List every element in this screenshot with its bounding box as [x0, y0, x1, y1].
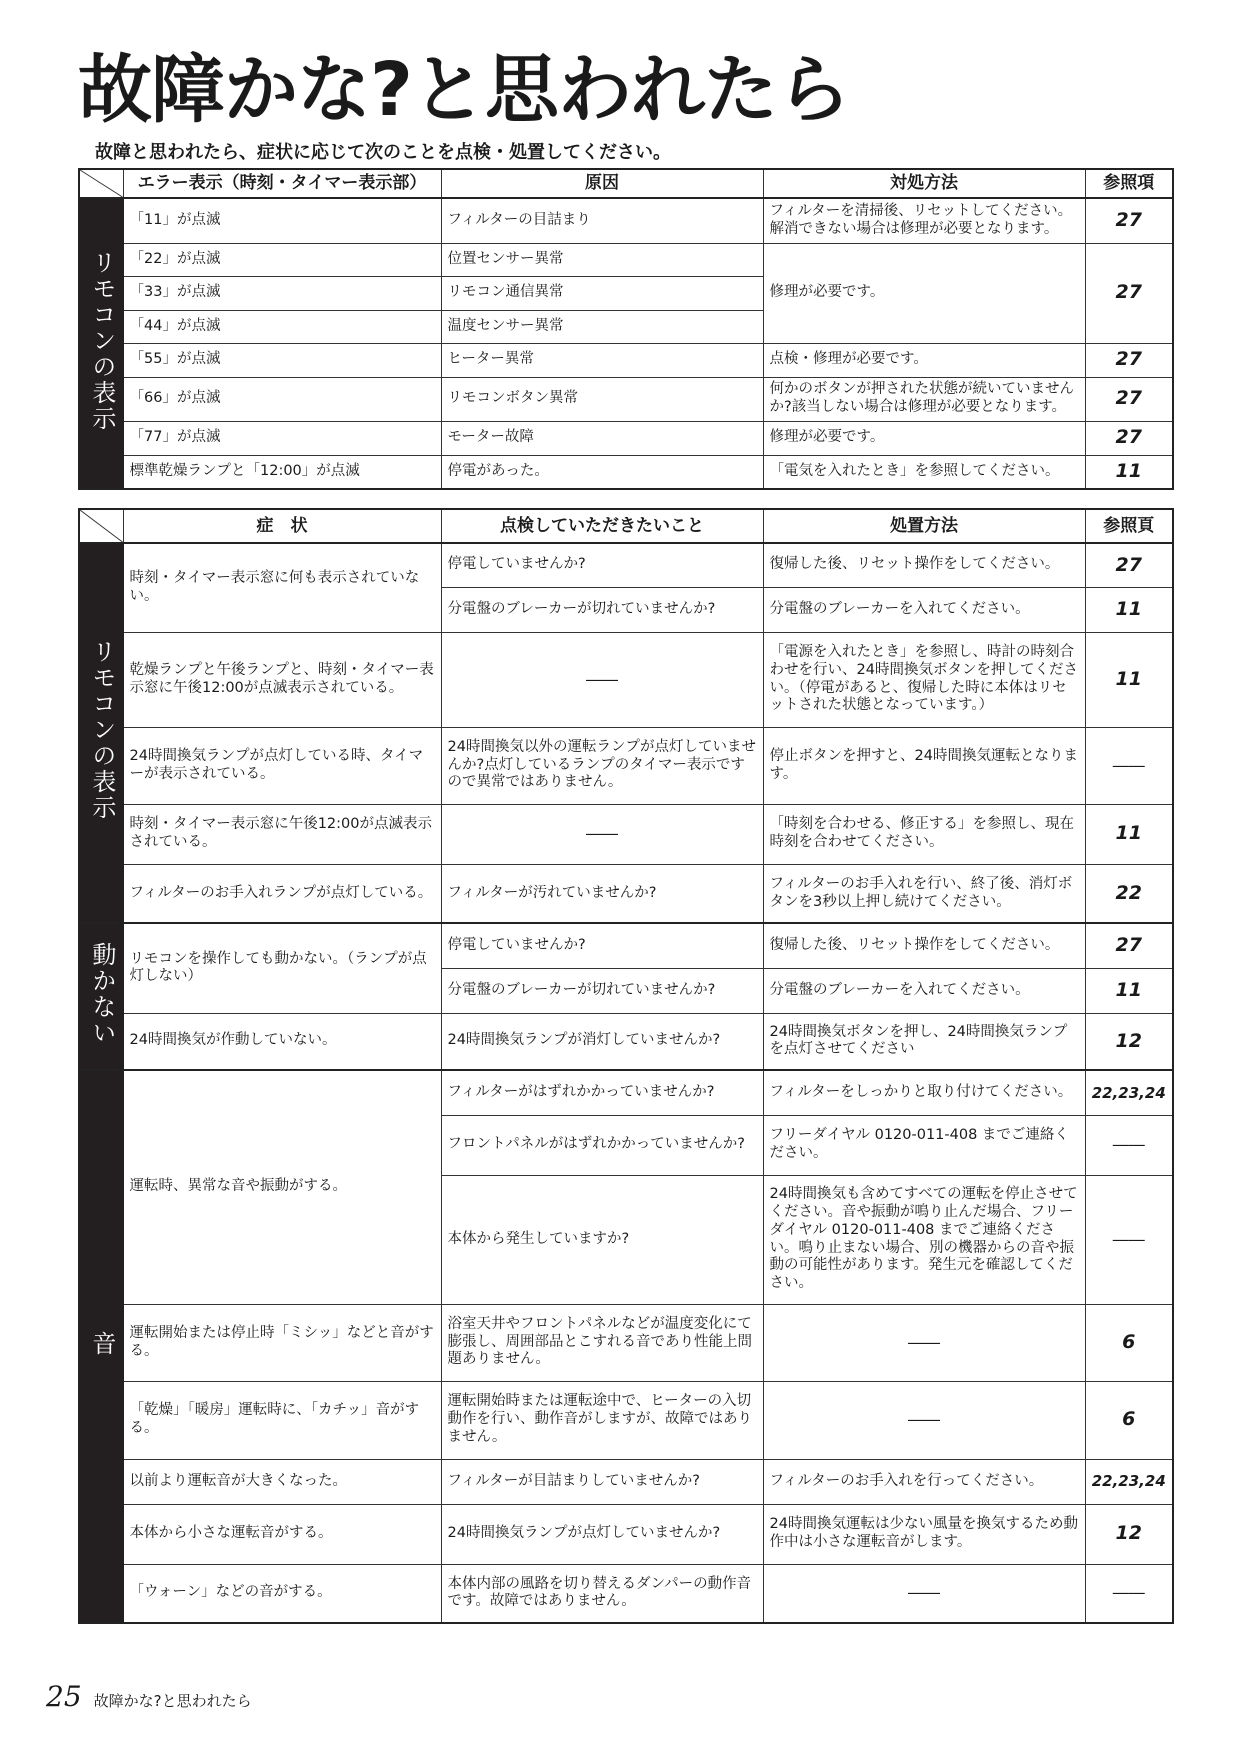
table-row: [79, 1564, 1173, 1623]
error-cell: 「66」が点滅: [123, 377, 441, 421]
table-row: [79, 343, 1173, 377]
page-ref-cell: 11: [1085, 455, 1173, 489]
check-cell: フィルターがはずれかかっていませんか?: [441, 1070, 763, 1115]
error-cell: 「22」が点滅: [123, 243, 441, 276]
table-row: [79, 543, 1173, 587]
table-row: [79, 243, 1173, 276]
symptom-cell: 24時間換気が作動していない。: [123, 1013, 441, 1070]
header-reference: 参照頁: [1085, 509, 1173, 543]
cause-cell: 停電があった。: [441, 455, 763, 489]
cause-cell: ヒーター異常: [441, 343, 763, 377]
error-cell: 「55」が点滅: [123, 343, 441, 377]
check-cell: 本体から発生していますか?: [441, 1175, 763, 1304]
remedy-cell: ――: [763, 1381, 1085, 1459]
remedy-cell: 「電源を入れたとき」を参照し、時計の時刻合わせを行い、24時間換気ボタンを押してください。（停電があると、復帰した時に本体はリセットされた状態となっています。）: [763, 632, 1085, 727]
table-row: [79, 727, 1173, 804]
symptom-cell: 24時間換気ランプが点灯している時、タイマーが表示されている。: [123, 727, 441, 804]
check-cell: フィルターが目詰まりしていませんか?: [441, 1459, 763, 1504]
remedy-cell: フィルターのお手入れを行ってください。: [763, 1459, 1085, 1504]
symptom-cell: 以前より運転音が大きくなった。: [123, 1459, 441, 1504]
table-row: [79, 1459, 1173, 1504]
page-ref-cell: 27: [1085, 543, 1173, 587]
remedy-cell: 「電気を入れたとき」を参照してください。: [763, 455, 1085, 489]
check-cell: 24時間換気ランプが点灯していませんか?: [441, 1504, 763, 1564]
error-cell: 「77」が点滅: [123, 421, 441, 455]
cause-cell: リモコンボタン異常: [441, 377, 763, 421]
page-ref-cell: 11: [1085, 632, 1173, 727]
page-ref-cell: 22,23,24: [1085, 1459, 1173, 1504]
remedy-cell: 24時間換気運転は少ない風量を換気するため動作中は小さな運転音がします。: [763, 1504, 1085, 1564]
header-remedy: 対処方法: [763, 169, 1085, 198]
cause-cell: リモコン通信異常: [441, 276, 763, 310]
remedy-cell: 何かのボタンが押された状態が続いていませんか?該当しない場合は修理が必要となります。: [763, 377, 1085, 421]
check-cell: 分電盤のブレーカーが切れていませんか?: [441, 587, 763, 632]
check-cell: 停電していませんか?: [441, 543, 763, 587]
table-row: [79, 923, 1173, 968]
page-ref-cell: 27: [1085, 198, 1173, 243]
check-cell: ――: [441, 632, 763, 727]
error-cell: 「11」が点滅: [123, 198, 441, 243]
page-ref-cell: 27: [1085, 377, 1173, 421]
remedy-cell: 「時刻を合わせる、修正する」を参照し、現在時刻を合わせてください。: [763, 804, 1085, 864]
footer-label: 故障かな?と思われたら: [93, 1692, 252, 1710]
check-cell: 浴室天井やフロントパネルなどが温度変化にて膨張し、周囲部品とこすれる音であり性能上問題ありません。: [441, 1304, 763, 1381]
page-ref-cell: 11: [1085, 968, 1173, 1013]
remedy-cell: ――: [763, 1564, 1085, 1623]
category-not-working: 動かない: [79, 923, 123, 1070]
table-row: [79, 377, 1173, 421]
header-cause: 原因: [441, 169, 763, 198]
page-ref-cell: 27: [1085, 343, 1173, 377]
check-cell: フロントパネルがはずれかかっていませんか?: [441, 1115, 763, 1175]
remedy-cell: 復帰した後、リセット操作をしてください。: [763, 543, 1085, 587]
header-error-display: エラー表示（時刻・タイマー表示部）: [123, 169, 441, 198]
page-subtitle: 故障と思われたら、症状に応じて次のことを点検・処置してください。: [95, 142, 671, 163]
remedy-cell: フィルターを清掃後、リセットしてください。解消できない場合は修理が必要となります。: [763, 198, 1085, 243]
table-row: [79, 421, 1173, 455]
remedy-cell: 分電盤のブレーカーを入れてください。: [763, 587, 1085, 632]
remedy-cell: 停止ボタンを押すと、24時間換気運転となります。: [763, 727, 1085, 804]
page-ref-cell: 6: [1085, 1304, 1173, 1381]
check-cell: 本体内部の風路を切り替えるダンパーの動作音です。故障ではありません。: [441, 1564, 763, 1623]
remedy-cell: フィルターをしっかりと取り付けてください。: [763, 1070, 1085, 1115]
page-ref-cell: 12: [1085, 1013, 1173, 1070]
symptom-cell: 「乾燥」「暖房」運転時に、「カチッ」音がする。: [123, 1381, 441, 1459]
remedy-cell: 修理が必要です。: [763, 421, 1085, 455]
page-ref-cell: 22,23,24: [1085, 1070, 1173, 1115]
cause-cell: フィルターの目詰まり: [441, 198, 763, 243]
table-row: [79, 804, 1173, 864]
symptom-cell: 本体から小さな運転音がする。: [123, 1504, 441, 1564]
header-check: 点検していただきたいこと: [441, 509, 763, 543]
category-remocon-display: リモコンの表示: [79, 543, 123, 923]
table-row: [79, 1070, 1173, 1115]
table-row: [79, 1504, 1173, 1564]
symptom-cell: 乾燥ランプと午後ランプと、時刻・タイマー表示窓に午後12:00が点滅表示されている。: [123, 632, 441, 727]
page-ref-cell: 22: [1085, 864, 1173, 923]
table-row: [79, 1013, 1173, 1070]
table-corner: [79, 509, 123, 543]
remedy-cell: 修理が必要です。: [763, 243, 1085, 343]
page-ref-cell: 27: [1085, 243, 1173, 343]
symptom-cell: 運転時、異常な音や振動がする。: [123, 1070, 441, 1304]
page-ref-cell: 6: [1085, 1381, 1173, 1459]
remedy-cell: 24時間換気ボタンを押し、24時間換気ランプを点灯させてください: [763, 1013, 1085, 1070]
error-display-table: [78, 168, 1174, 490]
header-remedy: 処置方法: [763, 509, 1085, 543]
symptom-cell: 「ウォーン」などの音がする。: [123, 1564, 441, 1623]
table-row: [79, 864, 1173, 923]
page-ref-cell: 11: [1085, 587, 1173, 632]
page-ref-cell: 11: [1085, 804, 1173, 864]
symptom-cell: 時刻・タイマー表示窓に何も表示されていない。: [123, 543, 441, 632]
remedy-cell: 24時間換気も含めてすべての運転を停止させてください。音や振動が鳴り止んだ場合、フリーダイヤル 0120-011-408 までご連絡ください。鳴り止まない場合、別の機器からの音や振動の可能性があります。発生元を確認してください。: [763, 1175, 1085, 1304]
error-cell: 標準乾燥ランプと「12:00」が点滅: [123, 455, 441, 489]
header-symptom: 症 状: [123, 509, 441, 543]
table-row: [79, 198, 1173, 243]
remedy-cell: ――: [763, 1304, 1085, 1381]
table-row: [79, 1304, 1173, 1381]
error-cell: 「33」が点滅: [123, 276, 441, 310]
cause-cell: 位置センサー異常: [441, 243, 763, 276]
check-cell: ――: [441, 804, 763, 864]
table-row: [79, 632, 1173, 727]
category-noise: 音: [79, 1070, 123, 1623]
page-ref-cell: ――: [1085, 1564, 1173, 1623]
page-ref-cell: ――: [1085, 1175, 1173, 1304]
symptom-cell: 時刻・タイマー表示窓に午後12:00が点滅表示されている。: [123, 804, 441, 864]
category-remocon-display: リモコンの表示: [79, 198, 123, 489]
check-cell: 24時間換気ランプが消灯していませんか?: [441, 1013, 763, 1070]
symptom-cell: 運転開始または停止時「ミシッ」などと音がする。: [123, 1304, 441, 1381]
symptom-table: [78, 508, 1174, 1624]
table-row: [79, 455, 1173, 489]
page-number: 25: [46, 1680, 82, 1713]
cause-cell: モーター故障: [441, 421, 763, 455]
symptom-cell: フィルターのお手入れランプが点灯している。: [123, 864, 441, 923]
table-row: [79, 1381, 1173, 1459]
page-ref-cell: 27: [1085, 923, 1173, 968]
check-cell: 24時間換気以外の運転ランプが点灯していませんか?点灯しているランプのタイマー表示ですので異常ではありません。: [441, 727, 763, 804]
page-footer: [46, 1680, 252, 1713]
remedy-cell: フリーダイヤル 0120-011-408 までご連絡ください。: [763, 1115, 1085, 1175]
check-cell: フィルターが汚れていませんか?: [441, 864, 763, 923]
remedy-cell: フィルターのお手入れを行い、終了後、消灯ボタンを3秒以上押し続けてください。: [763, 864, 1085, 923]
check-cell: 分電盤のブレーカーが切れていませんか?: [441, 968, 763, 1013]
cause-cell: 温度センサー異常: [441, 310, 763, 343]
page-ref-cell: 12: [1085, 1504, 1173, 1564]
symptom-cell: リモコンを操作しても動かない。（ランプが点灯しない）: [123, 923, 441, 1013]
header-reference: 参照項: [1085, 169, 1173, 198]
page-ref-cell: ――: [1085, 1115, 1173, 1175]
check-cell: 停電していませんか?: [441, 923, 763, 968]
check-cell: 運転開始時または運転途中で、ヒーターの入切動作を行い、動作音がしますが、故障ではありません。: [441, 1381, 763, 1459]
page-title: 故障かな?と思われたら: [78, 47, 850, 133]
page-ref-cell: ――: [1085, 727, 1173, 804]
remedy-cell: 復帰した後、リセット操作をしてください。: [763, 923, 1085, 968]
remedy-cell: 分電盤のブレーカーを入れてください。: [763, 968, 1085, 1013]
error-cell: 「44」が点滅: [123, 310, 441, 343]
remedy-cell: 点検・修理が必要です。: [763, 343, 1085, 377]
table-corner: [79, 169, 123, 198]
page-ref-cell: 27: [1085, 421, 1173, 455]
